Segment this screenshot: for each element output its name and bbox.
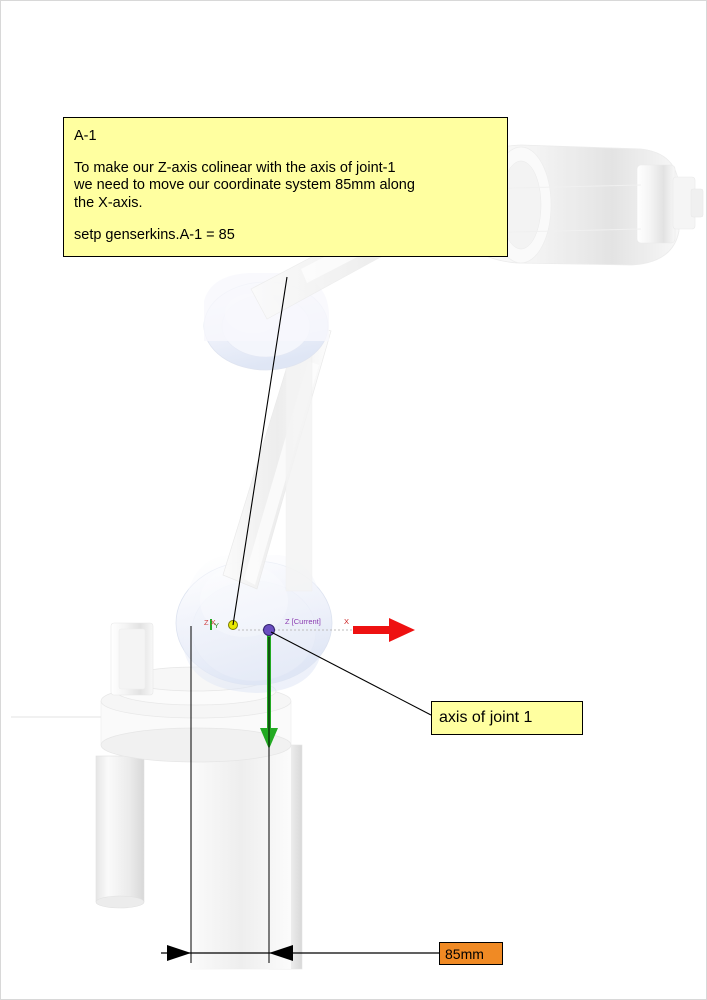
note-callout <box>63 117 508 257</box>
note-body-line-2: we need to move our coordinate system 85mm along <box>74 177 415 194</box>
axis-label-zx: Z X <box>204 618 216 627</box>
dimension-callout: 85mm <box>439 942 503 965</box>
note-heading: A-1 <box>74 128 97 144</box>
axis-label-x: X <box>344 617 350 626</box>
axis-of-joint-callout: axis of joint 1 <box>431 701 583 735</box>
note-body-line-1: To make our Z-axis colinear with the axis of joint-1 <box>74 159 396 176</box>
note-command: setp genserkins.A-1 = 85 <box>74 226 235 243</box>
axis-label-current-z: Z [Current] <box>285 617 321 626</box>
note-body-line-3: the X-axis. <box>74 195 143 212</box>
axis-label-y: Y <box>214 621 220 630</box>
note-body <box>74 160 497 213</box>
